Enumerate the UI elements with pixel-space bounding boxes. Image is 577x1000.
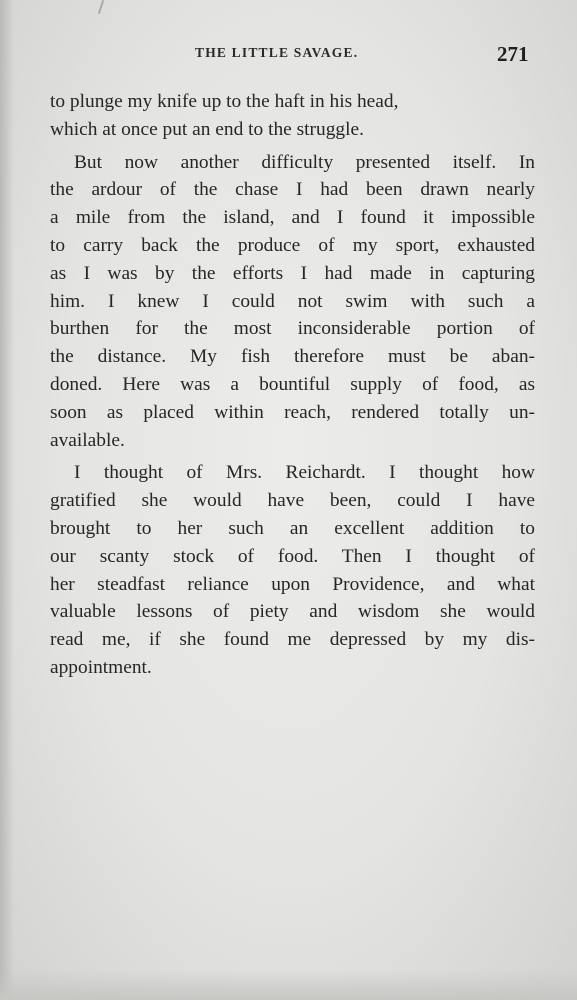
text-line: to carry back the produce of my sport, exhausted [50, 234, 535, 256]
text-line: soon as placed within reach, rendered totally un- [50, 401, 535, 423]
text-line: gratified she would have been, could I have [50, 490, 535, 512]
text-line: to plunge my knife up to the haft in his head, [50, 91, 399, 112]
text-line: doned. Here was a bountiful supply of food, as [50, 373, 535, 395]
text-line: our scanty stock of food. Then I thought of [50, 545, 535, 567]
page-gutter-shadow [0, 0, 14, 1000]
text-line: her steadfast reliance upon Providence, and what [50, 573, 535, 595]
text-line: appointment. [50, 656, 152, 678]
text-line: available. [50, 429, 125, 451]
text-line: But now another difficulty presented itself. In [74, 151, 535, 173]
text-line: the ardour of the chase I had been drawn nearly [50, 179, 535, 201]
text-line: valuable lessons of piety and wisdom she would [50, 601, 535, 623]
body-text [50, 88, 535, 682]
page-edge-mark [98, 0, 104, 14]
page-bottom-shadow [0, 970, 577, 1000]
text-line: the distance. My fish therefore must be aban- [50, 346, 535, 368]
running-head: THE LITTLE SAVAGE. [195, 45, 359, 60]
text-line: I thought of Mrs. Reichardt. I thought how [74, 462, 535, 484]
text-line: him. I knew I could not swim with such a [50, 290, 535, 312]
text-line: as I was by the efforts I had made in capturing [50, 262, 535, 284]
text-line: which at once put an end to the struggle. [50, 118, 364, 140]
text-line: a mile from the island, and I found it impossible [50, 207, 535, 229]
page-number: 271 [497, 42, 529, 66]
text-line: brought to her such an excellent addition to [50, 517, 535, 539]
text-line: read me, if she found me depressed by my dis- [50, 629, 535, 651]
text-line: burthen for the most inconsiderable portion of [50, 318, 535, 340]
